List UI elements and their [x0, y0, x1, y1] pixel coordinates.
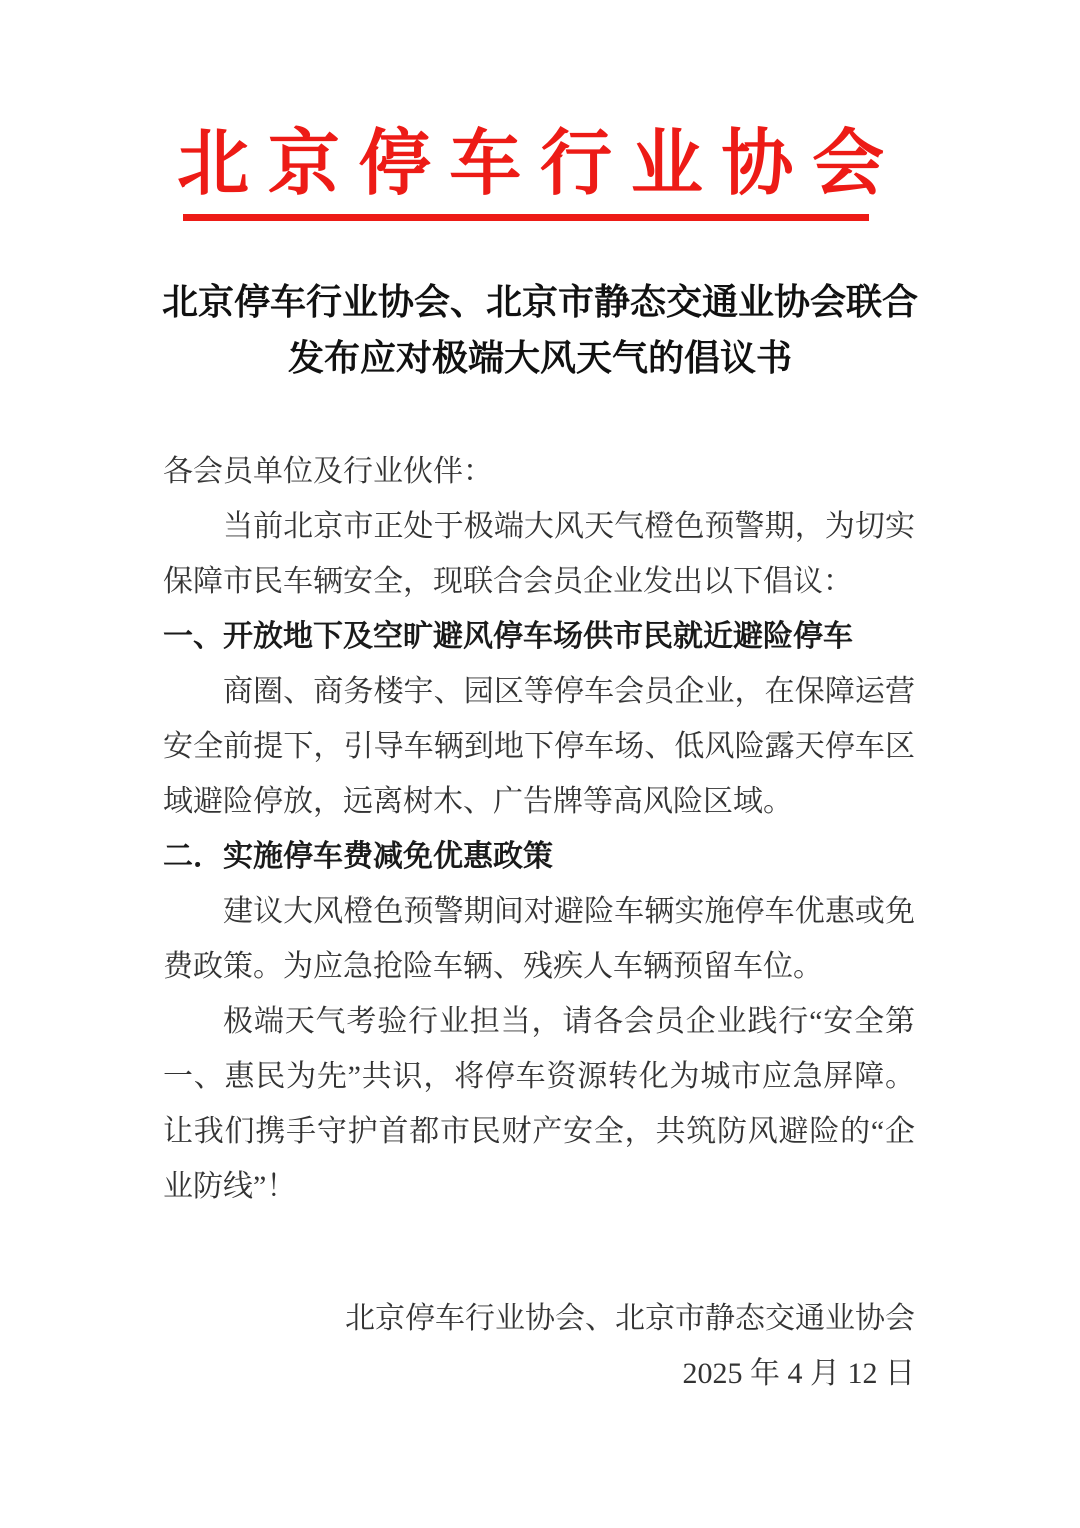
- letterhead: [0, 124, 1080, 221]
- section-2-paragraph: 建议大风橙色预警期间对避险车辆实施停车优惠或免费政策。为应急抢险车辆、残疾人车辆预留车位。: [163, 895, 915, 983]
- document-body: [163, 444, 915, 1214]
- closing-paragraph: 极端天气考验行业担当，请各会员企业践行“安全第一、惠民为先”共识，将停车资源转化为城市应急屏障。让我们携手守护首都市民财产安全，共筑防风避险的“企业防线”！: [163, 1005, 915, 1203]
- document-title-line-1: 北京停车行业协会、北京市静态交通业协会联合: [161, 281, 918, 322]
- document-title: [0, 274, 1080, 386]
- section-2-heading: 二．实施停车费减免优惠政策: [163, 840, 553, 873]
- section-1-heading: 一、开放地下及空旷避风停车场供市民就近避险停车: [163, 620, 853, 653]
- signature-organizations: 北京停车行业协会、北京市静态交通业协会: [345, 1302, 915, 1335]
- document-title-line-2: 发布应对极端大风天气的倡议书: [287, 337, 792, 378]
- signoff: [163, 1291, 915, 1401]
- letterhead-org-name: 北京停车行业协会: [177, 124, 903, 204]
- letterhead-rule: [183, 214, 869, 221]
- section-1-paragraph: 商圈、商务楼宇、园区等停车会员企业，在保障运营安全前提下，引导车辆到地下停车场、低风险露天停车区域避险停放，远离树木、广告牌等高风险区域。: [163, 675, 915, 818]
- signature-date: 2025 年 4 月 12 日: [682, 1357, 915, 1390]
- salutation: 各会员单位及行业伙伴：: [163, 455, 493, 488]
- intro-paragraph: 当前北京市正处于极端大风天气橙色预警期，为切实保障市民车辆安全，现联合会员企业发出以下倡议：: [163, 510, 915, 598]
